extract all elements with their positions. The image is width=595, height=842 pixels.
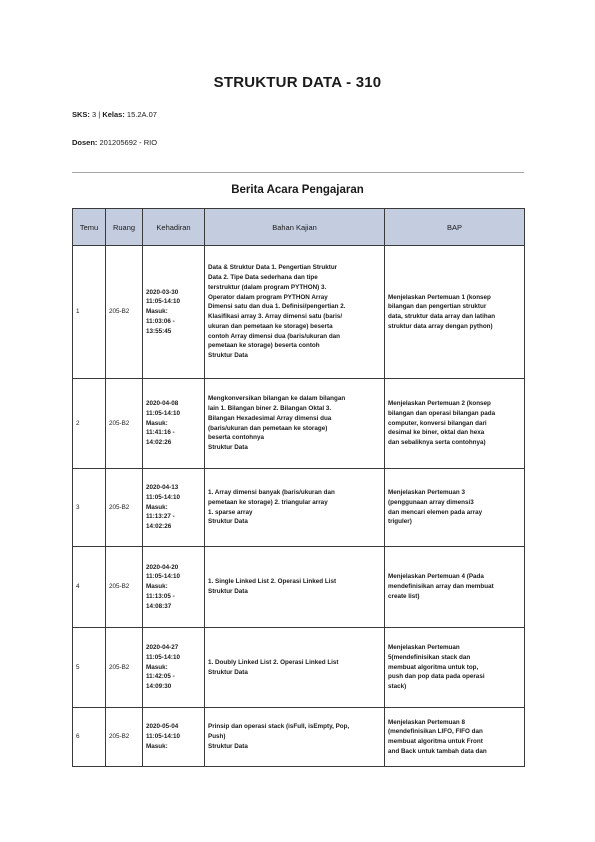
column-header-kehadiran: Kehadiran: [143, 209, 205, 246]
cell-temu: 1: [73, 246, 106, 379]
table-row: [73, 379, 525, 469]
bahan-line: Struktur Data: [208, 588, 248, 595]
kehadiran-start: 11:13:05 -: [146, 592, 175, 600]
bahan-line: Data & Struktur Data 1. Pengertian Struktur: [208, 264, 338, 272]
bap-line: push dan pop data pada operasi: [388, 673, 485, 681]
kehadiran-schedule: 11:05-14:10: [146, 298, 180, 306]
bap-line: membuat algoritma untuk Front: [388, 738, 483, 745]
kehadiran-date: 2020-05-04: [146, 723, 179, 731]
cell-temu: 5: [73, 628, 106, 708]
kelas-label: Kelas:: [102, 110, 125, 119]
bap-line: Menjelaskan Pertemuan 8: [388, 718, 465, 726]
kehadiran-date: 2020-04-20: [146, 563, 179, 571]
cell-kehadiran: [143, 708, 205, 767]
column-header-bap: BAP: [385, 209, 525, 246]
bahan-line: pemetaan ke storage) beserta contoh: [208, 342, 320, 350]
kehadiran-label: Masuk:: [146, 308, 168, 316]
kehadiran-schedule: 11:05-14:10: [146, 653, 180, 661]
cell-kehadiran: [143, 246, 205, 379]
cell-bahan-kajian: [205, 547, 385, 628]
bap-line: (penggunaan array dimensi3: [388, 498, 474, 506]
column-header-bahan-kajian: Bahan Kajian: [205, 209, 385, 246]
bap-line: create list): [388, 592, 420, 600]
cell-bap: [385, 246, 525, 379]
bahan-line: Struktur Data: [208, 668, 248, 676]
bap-line: Menjelaskan Pertemuan 4 (Pada: [388, 573, 484, 581]
bahan-line: Struktur Data: [208, 518, 248, 526]
bap-line: membuat algoritma untuk top,: [388, 663, 479, 671]
bap-line: bilangan dan operasi bilangan pada: [388, 409, 496, 417]
kehadiran-date: 2020-03-30: [146, 288, 179, 296]
cell-bap: [385, 708, 525, 767]
bap-line: bilangan dan pengertian struktur: [388, 303, 487, 311]
lecturer-line: [72, 138, 157, 147]
kehadiran-end: 13:55:45: [146, 327, 172, 335]
kehadiran-end: 14:02:26: [146, 439, 172, 447]
kehadiran-start: 11:03:06 -: [146, 317, 175, 325]
bahan-line: Struktur Data: [208, 742, 248, 750]
bahan-line: 1. Array dimensi banyak (baris/ukuran dan: [208, 489, 335, 496]
kehadiran-end: 14:08:37: [146, 602, 172, 610]
kehadiran-schedule: 11:05-14:10: [146, 409, 180, 417]
course-meta-line: SKS: 3 | Kelas: 15.2A.07: [72, 110, 157, 119]
table-row: [73, 628, 525, 708]
column-header-ruang: Ruang: [106, 209, 143, 246]
bahan-line: 1. Single Linked List 2. Operasi Linked List: [208, 578, 337, 586]
cell-temu: 2: [73, 379, 106, 469]
bahan-line: 1. sparse array: [208, 508, 253, 516]
bap-line: desimal ke biner, oktal dan hexa: [388, 429, 485, 437]
kehadiran-start: 11:13:27 -: [146, 513, 175, 521]
kehadiran-label: Masuk:: [146, 663, 168, 671]
bahan-line: (baris/ukuran dan pemetaan ke storage): [208, 424, 328, 432]
bap-line: Menjelaskan Pertemuan 3: [388, 489, 465, 496]
cell-bap: [385, 547, 525, 628]
bahan-line: Push): [208, 733, 226, 741]
bahan-line: terstruktur (dalam program PYTHON) 3.: [208, 283, 327, 291]
bap-line: Menjelaskan Pertemuan: [388, 644, 460, 652]
bap-line: data, struktur data array dan latihan: [388, 313, 496, 320]
dosen-value: 201205692 - RIO: [99, 138, 158, 147]
kehadiran-schedule: 11:05-14:10: [146, 733, 180, 741]
bap-line: dan sebaliknya serta contohnya): [388, 439, 486, 447]
cell-kehadiran: [143, 547, 205, 628]
kehadiran-start: 11:41:16 -: [146, 429, 175, 437]
cell-bap: [385, 469, 525, 547]
cell-temu: 3: [73, 469, 106, 547]
page-title: STRUKTUR DATA - 310: [213, 74, 382, 91]
kehadiran-end: 14:02:26: [146, 523, 172, 531]
bap-line: (mendefinisikan LIFO, FIFO dan: [388, 728, 483, 736]
kehadiran-end: 14:09:30: [146, 683, 172, 691]
sks-value: 3: [92, 110, 97, 119]
kehadiran-start: 11:42:05 -: [146, 673, 175, 681]
bap-line: triguler): [388, 518, 412, 526]
bap-line: dan mencari elemen pada array: [388, 508, 483, 516]
kehadiran-date: 2020-04-13: [146, 484, 179, 492]
cell-ruang: 205-B2: [106, 246, 143, 379]
bahan-line: pemetaan ke storage) 2. triangular array: [208, 498, 328, 506]
cell-bahan-kajian: [205, 628, 385, 708]
kehadiran-schedule: 11:05-14:10: [146, 493, 180, 501]
kehadiran-label: Masuk:: [146, 583, 168, 591]
cell-bap: [385, 628, 525, 708]
kehadiran-label: Masuk:: [146, 742, 168, 750]
bahan-line: Struktur Data: [208, 352, 248, 359]
table-row: [73, 246, 525, 379]
bap-line: Menjelaskan Pertemuan 1 (konsep: [388, 293, 491, 301]
bahan-line: Prinsip dan operasi stack (isFull, isEmpty, Pop,: [208, 723, 350, 731]
sks-label: SKS:: [72, 110, 90, 119]
kehadiran-date: 2020-04-08: [146, 400, 179, 408]
bahan-line: ukuran dan pemetaan ke storage) beserta: [208, 322, 333, 330]
kehadiran-schedule: 11:05-14:10: [146, 573, 180, 581]
bahan-line: Operator dalam program PYTHON Array: [208, 293, 328, 301]
cell-bahan-kajian: [205, 708, 385, 767]
bap-line: Menjelaskan Pertemuan 2 (konsep: [388, 400, 491, 408]
section-title: Berita Acara Pengajaran: [231, 184, 364, 196]
bahan-line: Struktur Data: [208, 444, 248, 451]
bahan-line: Dimensi satu dan dua 1. Definisi/pengertian 2.: [208, 303, 346, 311]
header-divider: [72, 172, 524, 173]
bap-line: 5(mendefinisikan stack dan: [388, 653, 471, 661]
bap-line: mendefinisikan array dan membuat: [388, 583, 494, 591]
cell-ruang: 205-B2: [106, 628, 143, 708]
column-header-temu: Temu: [73, 209, 106, 246]
table-row: [73, 469, 525, 547]
bahan-line: beserta contohnya: [208, 434, 264, 442]
cell-kehadiran: [143, 469, 205, 547]
cell-bahan-kajian: [205, 469, 385, 547]
bahan-line: lain 1. Bilangan biner 2. Bilangan Oktal 3.: [208, 405, 332, 412]
kehadiran-date: 2020-04-27: [146, 644, 179, 652]
teaching-log-table: [72, 208, 525, 767]
cell-temu: 6: [73, 708, 106, 767]
table-row: [73, 708, 525, 767]
cell-ruang: 205-B2: [106, 379, 143, 469]
cell-ruang: 205-B2: [106, 708, 143, 767]
bap-line: struktur data array dengan python): [388, 322, 493, 330]
bahan-line: 1. Doubly Linked List 2. Operasi Linked List: [208, 658, 339, 666]
bahan-line: Klasifikasi array 3. Array dimensi satu (baris/: [208, 313, 343, 320]
cell-kehadiran: [143, 379, 205, 469]
cell-ruang: 205-B2: [106, 547, 143, 628]
bap-line: computer, konversi bilangan dari: [388, 419, 487, 427]
kehadiran-label: Masuk:: [146, 419, 168, 427]
kelas-value: 15.2A.07: [126, 110, 157, 119]
dosen-label: Dosen:: [72, 138, 98, 147]
bap-line: and Back untuk tambah data dan: [388, 747, 487, 755]
kehadiran-label: Masuk:: [146, 503, 168, 511]
cell-kehadiran: [143, 628, 205, 708]
cell-bahan-kajian: [205, 379, 385, 469]
bahan-line: Bilangan Hexadesimal Array dimensi dua: [208, 414, 332, 422]
cell-bap: [385, 379, 525, 469]
cell-temu: 4: [73, 547, 106, 628]
table-row: [73, 547, 525, 628]
bahan-line: contoh Array dimensi dua (baris/ukuran dan: [208, 332, 341, 340]
table-header-row: [73, 209, 525, 246]
cell-bahan-kajian: [205, 246, 385, 379]
cell-ruang: 205-B2: [106, 469, 143, 547]
bahan-line: Data 2. Tipe Data sederhana dan tipe: [208, 274, 318, 281]
bap-line: stack): [388, 683, 407, 691]
bahan-line: Mengkonversikan bilangan ke dalam bilangan: [208, 395, 346, 403]
